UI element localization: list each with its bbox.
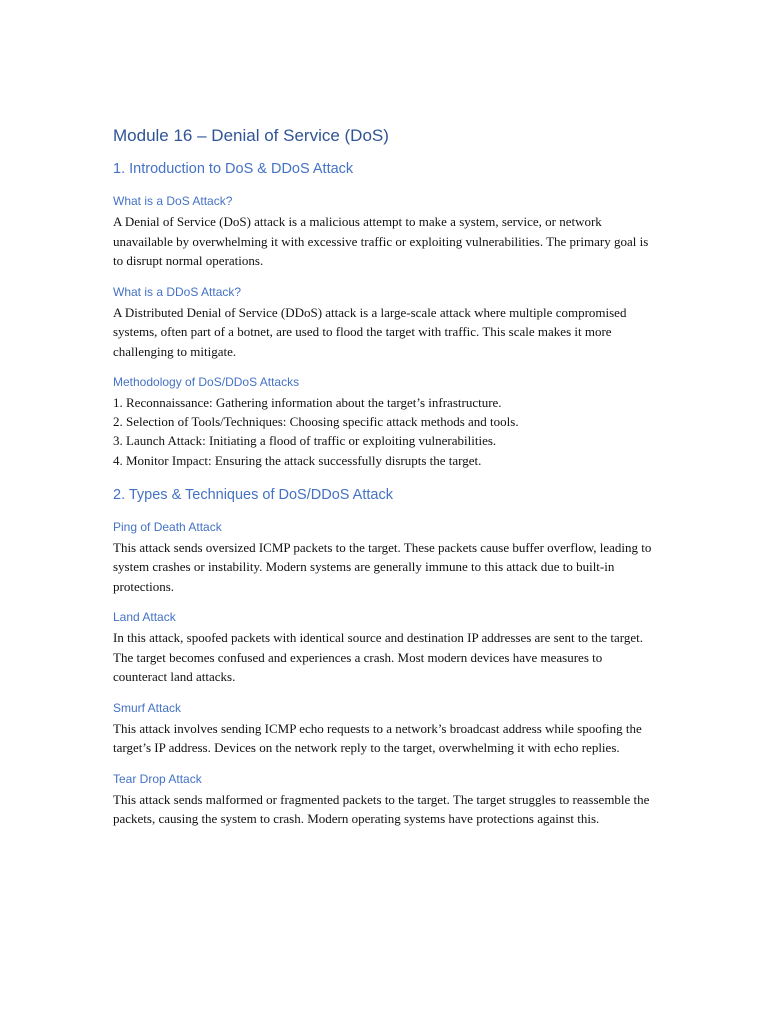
document-page <box>113 126 658 843</box>
subheading-land-attack: Land Attack <box>113 610 176 625</box>
paragraph-smurf-attack: This attack involves sending ICMP echo requests to a network’s broadcast address while spoofing the target’s IP address. Devices on the network reply to the target, overwhelming it with echo replies. <box>113 720 642 756</box>
paragraph-what-is-dos: A Denial of Service (DoS) attack is a malicious attempt to make a system, service, or network unavailable by overwhelming it with excessive traffic or exploiting vulnerabilities. The primary goal is to disrupt normal operations. <box>113 214 649 268</box>
methodology-list <box>113 393 658 470</box>
paragraph-land-attack: In this attack, spoofed packets with identical source and destination IP addresses are sent to the target. The target becomes confused and experiences a crash. Most modern devices have measures to counteract land attacks. <box>113 630 643 685</box>
subheading-ping-of-death: Ping of Death Attack <box>113 519 222 534</box>
section-heading-intro: 1. Introduction to DoS & DDoS Attack <box>113 161 354 177</box>
list-item: 1. Reconnaissance: Gathering information about the target’s infrastructure. <box>113 395 502 410</box>
list-item: 3. Launch Attack: Initiating a flood of traffic or exploiting vulnerabilities. <box>113 433 497 449</box>
subheading-tear-drop-attack: Tear Drop Attack <box>113 771 202 786</box>
paragraph-what-is-ddos: A Distributed Denial of Service (DDoS) attack is a large-scale attack where multiple compromised systems, often part of a botnet, are used to flood the target with traffic. This scale makes it more challenging to mitigate. <box>113 304 627 359</box>
page-title: Module 16 – Denial of Service (DoS) <box>113 126 389 145</box>
list-item: 4. Monitor Impact: Ensuring the attack successfully disrupts the target. <box>113 452 482 468</box>
list-item: 2. Selection of Tools/Techniques: Choosing specific attack methods and tools. <box>113 414 519 430</box>
subheading-what-is-dos: What is a DoS Attack? <box>113 194 233 208</box>
paragraph-ping-of-death: This attack sends oversized ICMP packets to the target. These packets cause buffer overflow, leading to system crashes or instability. Modern systems are generally immune to this attack due to built-in protections. <box>113 539 652 594</box>
subheading-methodology: Methodology of DoS/DDoS Attacks <box>113 375 300 389</box>
paragraph-tear-drop-attack: This attack sends malformed or fragmented packets to the target. The target struggles to reassemble the packets, causing the system to crash. Modern operating systems have protections against this. <box>113 791 650 827</box>
section-heading-types: 2. Types & Techniques of DoS/DDoS Attack <box>113 486 393 503</box>
subheading-smurf-attack: Smurf Attack <box>113 700 182 715</box>
subheading-what-is-ddos: What is a DDoS Attack? <box>113 284 242 299</box>
